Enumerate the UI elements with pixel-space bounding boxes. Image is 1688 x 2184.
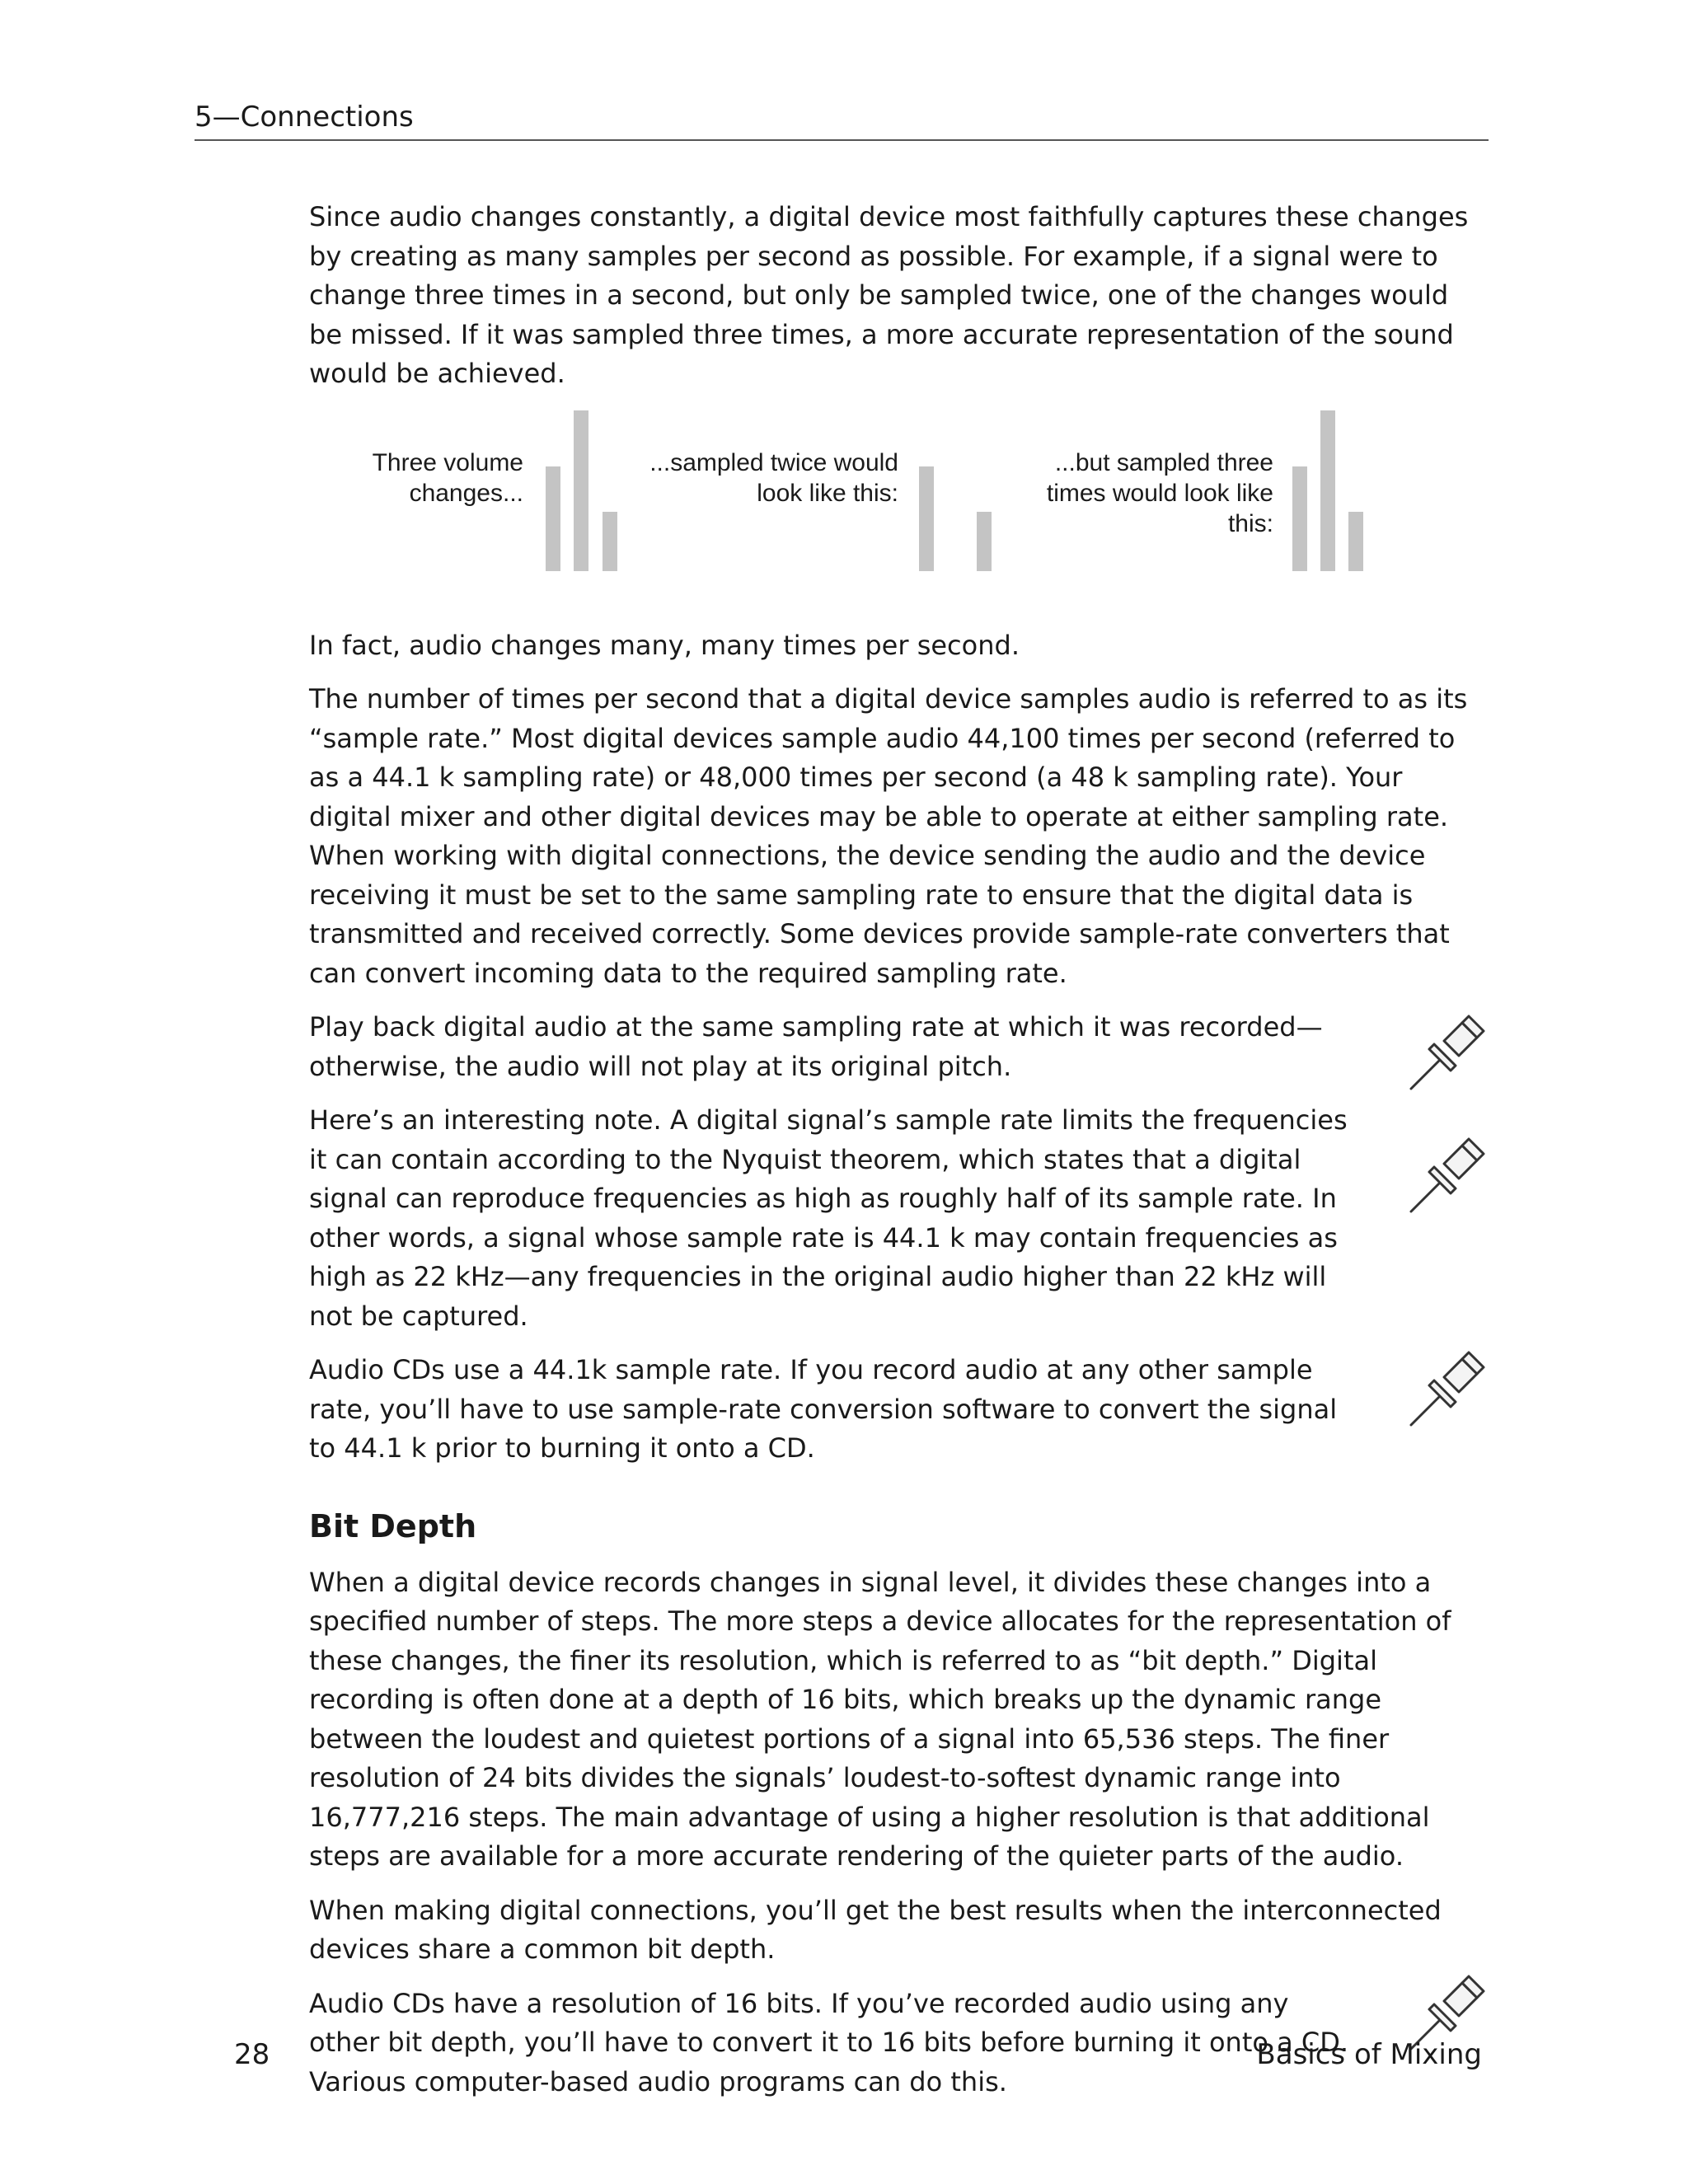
page-number: 28 [234,2038,270,2071]
paragraph-bit-depth: When a digital device records changes in signal level, it divides these changes into a specified number of steps. The more steps a device allocates for the representation of these changes, the finer its resolution, which is referred to as “bit depth.” Digital recording is often done at a depth of 16 bits, which breaks up the dynamic range between the loudest and quietest portions of a signal into 65,536 steps. The finer resolution of 24 bits divides the signals’ loudest-to-softest dynamic range into 16,777,216 steps. The main advantage of using a higher resolution is that additional steps are available for a more accurate rendering of the quieter parts of the audio. [309,1566,1451,1872]
pushpin-icon [1401,1344,1492,1435]
note-nyquist [309,1101,1479,1336]
section-heading-bit-depth: Bit Depth [309,1507,477,1544]
pushpin-icon [1401,1131,1492,1221]
note-text: Audio CDs have a resolution of 16 bits. If you’ve recorded audio using any other bit depth, you’ll have to convert it to 16 bits before burning it onto a CD. Various computer-based audio programs can do this. [309,1987,1349,2097]
note-cd-sample-rate [309,1351,1479,1469]
figure-caption-original: Three volume changes... [372,448,523,507]
bar-sampled-three-3 [1348,512,1363,571]
note-playback-rate [309,1008,1479,1086]
page-content [309,198,1479,2102]
bar-sampled-twice-1 [919,466,934,571]
paragraph-audio-changes: In fact, audio changes many, many times per second. [309,629,1020,661]
note-text: Audio CDs use a 44.1k sample rate. If you record audio at any other sample rate, you’ll have to use sample-rate conversion software to convert the signal to 44.1 k prior to burning it onto a CD. [309,1354,1338,1464]
note-text: Play back digital audio at the same sampling rate at which it was recorded—otherwise, the audio will not play at its original pitch. [309,1011,1323,1082]
bar-sampled-twice-3 [977,512,992,571]
bar-original-1 [546,466,560,571]
paragraph-sampling-intro: Since audio changes constantly, a digital device most faithfully captures these changes by creating as many samples per second as possible. For example, if a signal were to change three times in a second, but only be sampled twice, one of the changes would be missed. If it was sampled three times, a more accurate representation of the sound would be achieved. [309,201,1469,389]
running-head: 5—Connections [195,101,414,134]
bar-sampled-three-1 [1292,466,1307,571]
figure-caption-sampled-twice: ...sampled twice would look like this: [649,448,898,507]
header-rule [195,139,1489,141]
paragraph-common-bit-depth: When making digital connections, you’ll get the best results when the interconnected devices share a common bit depth. [309,1894,1442,1965]
bar-original-2 [574,410,588,571]
note-text: Here’s an interesting note. A digital signal’s sample rate limits the frequencies it can contain according to the Nyquist theorem, which states that a digital signal can reproduce frequencies as high as roughly half of its sample rate. In other words, a signal whose sample rate is 44.1 k may contain frequencies as high as 22 kHz—any frequencies in the original audio higher than 22 kHz will not be captured. [309,1104,1348,1332]
book-title: Basics of Mixing [1256,2038,1482,2071]
figure-caption-sampled-three: ...but sampled three times would look like this: [1046,448,1273,537]
bar-sampled-three-2 [1320,410,1335,571]
sampling-figure [309,410,1479,616]
paragraph-sample-rate: The number of times per second that a digital device samples audio is referred to as its “sample rate.” Most digital devices sample audio 44,100 times per second (referred to as a 44.1 k sampling rate) or 48,000 times per second (a 48 k sampling rate). Your digital mixer and other digital devices may be able to operate at either sampling rate. When working with digital connections, the device sending the audio and the device receiving it must be set to the same sampling rate to ensure that the digital data is transmitted and received correctly. Some devices provide sample-rate converters that can convert incoming data to the required sampling rate. [309,683,1468,989]
pushpin-icon [1401,1008,1492,1099]
bar-original-3 [603,512,617,571]
